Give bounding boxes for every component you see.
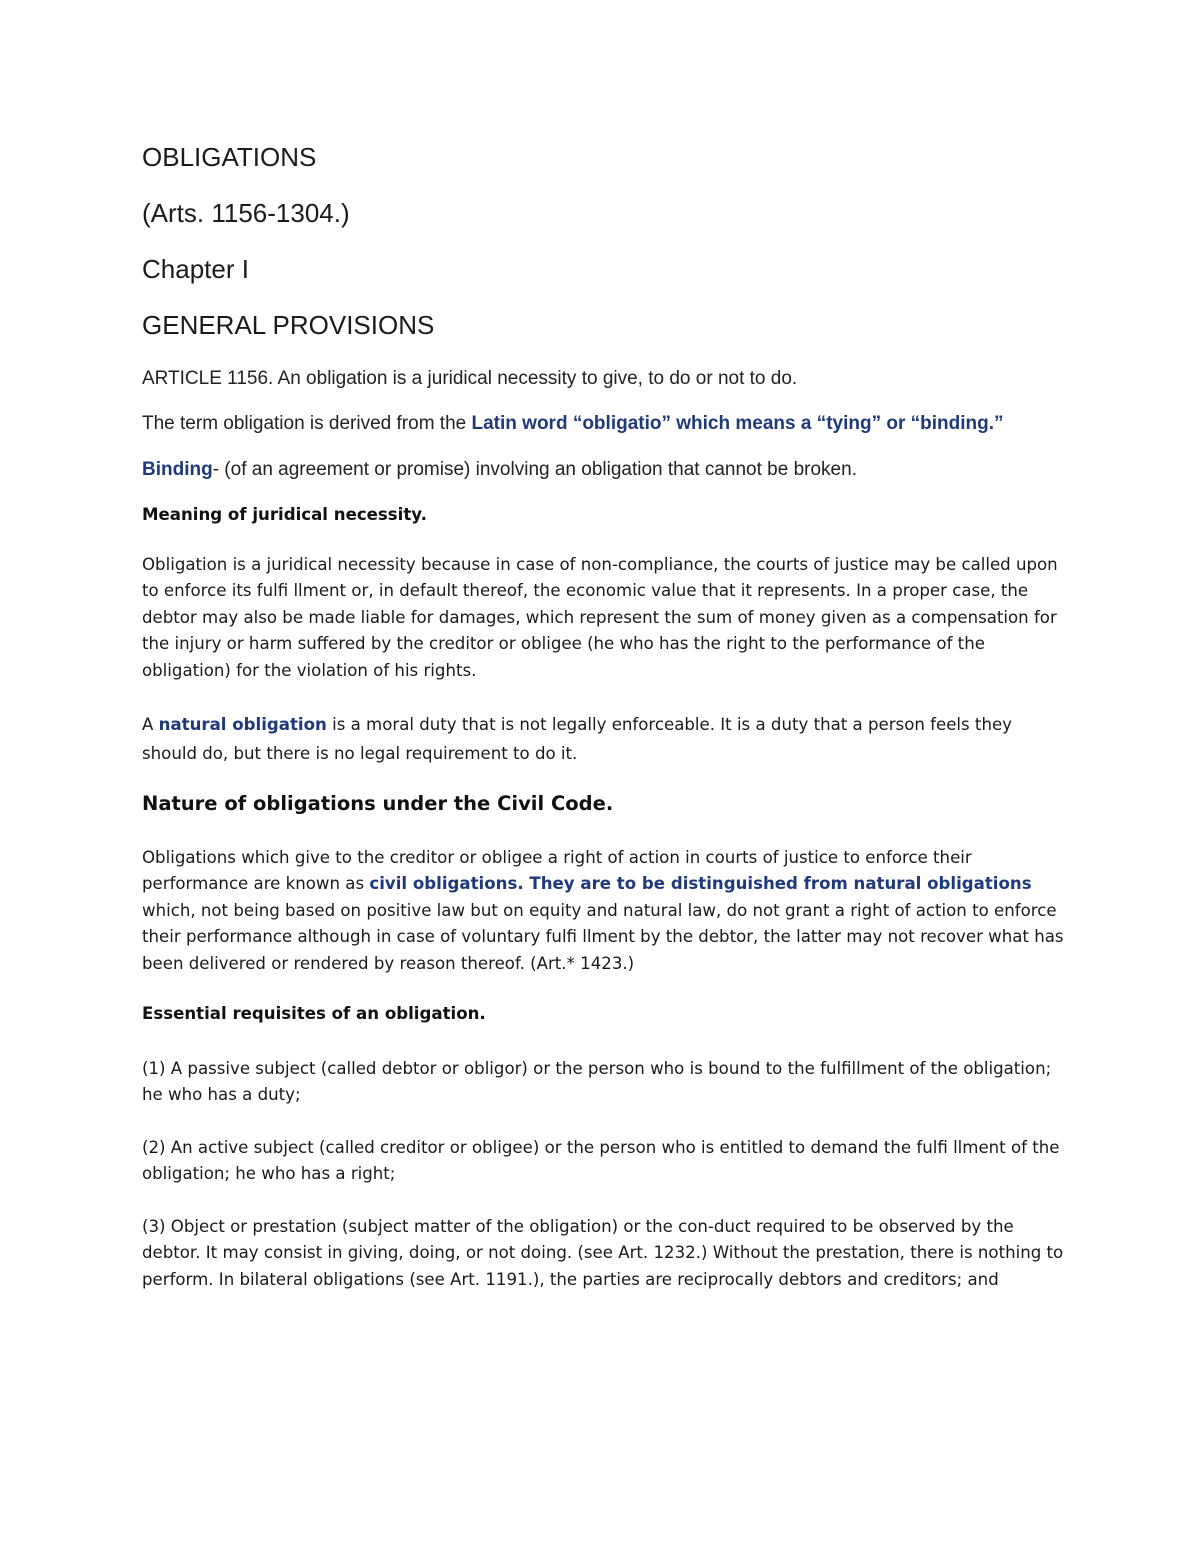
- requisite-item: (2) An active subject (called creditor or obligee) or the person who is entitled to demand the fulfi llment of the obligation; he who has a right;: [142, 1138, 1060, 1184]
- nature-body: [142, 845, 1072, 977]
- nature-highlight: civil obligations. They are to be distinguished from natural obligations: [369, 874, 1032, 894]
- arts-range: (Arts. 1156-1304.): [142, 198, 350, 228]
- term-definition: [142, 412, 1004, 436]
- requisite-item: (3) Object or prestation (subject matter of the obligation) or the con-duct required to be observed by the debtor. It may consist in giving, doing, or not doing. (see Art. 1232.) Without the prestation, there is nothing to perform. In bilateral obligations (see Art. 1191.), the parties are reciprocally debtors and creditors; and: [142, 1217, 1064, 1289]
- natural-highlight: natural obligation: [158, 715, 327, 734]
- chapter-label: Chapter I: [142, 254, 249, 284]
- term-prefix: The term obligation is derived from the: [142, 413, 472, 434]
- binding-rest: - (of an agreement or promise) involving an obligation that cannot be broken.: [212, 459, 857, 480]
- term-highlight: Latin word “obligatio” which means a “tying” or “binding.”: [471, 413, 1004, 434]
- nature-part1: Obligations which give to the creditor or obligee a right of action in courts of justice to enforce their performance are known as: [142, 848, 972, 894]
- natural-obligation-paragraph: [142, 710, 1072, 768]
- binding-definition: [142, 458, 857, 482]
- natural-prefix: A: [142, 715, 159, 734]
- doc-title: OBLIGATIONS: [142, 142, 317, 172]
- nature-part2: which, not being based on positive law but on equity and natural law, do not grant a right of action to enforce their performance although in case of voluntary fulfi llment by the debtor, the latter may not recover what has been delivered or rendered by reason thereof. (Art.* 1423.): [142, 900, 1064, 973]
- requisites-heading: Essential requisites of an obligation.: [142, 1004, 486, 1023]
- meaning-body: Obligation is a juridical necessity because in case of non-compliance, the courts of justice may be called upon to enforce its fulfi llment or, in default thereof, the economic value that it represents. In a proper case, the debtor may also be made liable for damages, which represent the sum of money given as a compensation for the injury or harm suffered by the creditor or obligee (he who has the right to the performance of the obligation) for the violation of his rights.: [142, 555, 1058, 680]
- article-1156: ARTICLE 1156. An obligation is a juridical necessity to give, to do or not to do.: [142, 368, 798, 389]
- meaning-heading: Meaning of juridical necessity.: [142, 505, 427, 524]
- section-title: GENERAL PROVISIONS: [142, 310, 435, 340]
- natural-rest: is a moral duty that is not legally enforceable. It is a duty that a person feels they should do, but there is no legal requirement to do it.: [142, 715, 1012, 763]
- requisite-item: (1) A passive subject (called debtor or obligor) or the person who is bound to the fulfillment of the obligation; he who has a duty;: [142, 1059, 1052, 1105]
- nature-heading: Nature of obligations under the Civil Code.: [142, 792, 614, 815]
- binding-word: Binding: [142, 459, 213, 480]
